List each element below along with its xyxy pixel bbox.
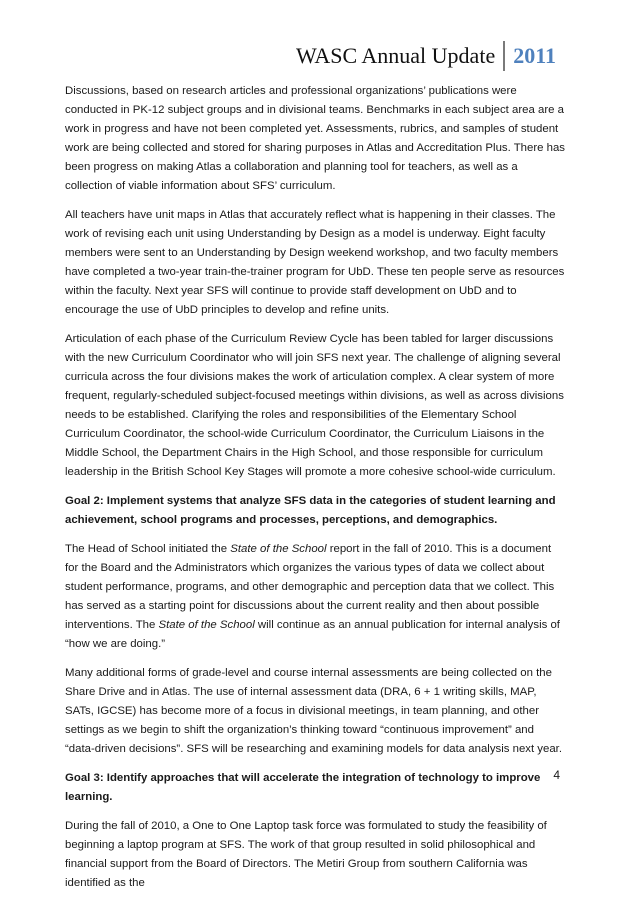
text-run: will continue as an annual publication for internal analysis of “how we are doing.”	[65, 619, 560, 650]
header-title: WASC Annual Update	[296, 41, 505, 71]
header-year: 2011	[513, 43, 556, 68]
paragraph: All teachers have unit maps in Atlas that accurately reflect what is happening in their classes. The work of revising each unit using Understanding by Design as a model is underway. Eight faculty members were sent to an Understanding by Design weekend workshop, and two faculty members have completed a two-year train-the-trainer program for UbD. These ten people serve as resources within the faculty. Next year SFS will continue to provide staff development on UbD and to encourage the use of UbD principles to develop and refine units.	[65, 209, 565, 316]
body-text	[65, 82, 565, 903]
paragraph	[65, 540, 565, 654]
page-header	[296, 36, 556, 76]
text-run: The Head of School initiated the	[65, 543, 231, 555]
paragraph: Discussions, based on research articles and professional organizations’ publications were conducted in PK-12 subject groups and in divisional teams. Benchmarks in each subject area are a work in progress and have not been completed yet. Assessments, rubrics, and samples of student work are being collected and stored for sharing purposes in Atlas and Accreditation Plus. There has been progress on making Atlas a collaboration and planning tool for teachers, as well as a collection of viable information about SFS’ curriculum.	[65, 85, 566, 192]
goal-2-heading: Goal 2: Implement systems that analyze SFS data in the categories of student learning and achievement, school programs and processes, perceptions, and demographics.	[65, 495, 556, 526]
report-title: State of the School	[158, 619, 255, 631]
page-number: 4	[553, 768, 560, 782]
paragraph: During the fall of 2010, a One to One Laptop task force was formulated to study the feasibility of beginning a laptop program at SFS. The work of that group resulted in solid philosophical and financial support from the Board of Directors. The Metiri Group from southern California was identified as the	[65, 820, 547, 889]
text-run: report in the fall of 2010. This is a document for the Board and the Administrators which organizes the various types of data we collect about student performance, programs, and other demographic and perception data that we collect. This has served as a starting point for discussions about the current reality and then about possible interventions. The	[65, 543, 555, 631]
paragraph: Many additional forms of grade-level and course internal assessments are being collected on the Share Drive and in Atlas. The use of internal assessment data (DRA, 6 + 1 writing skills, MAP, SATs, IGCSE) has become more of a focus in divisional meetings, in team planning, and other settings as we begin to shift the organization’s thinking toward “continuous improvement” and “data-driven decisions”. SFS will be researching and examining models for data analysis next year.	[65, 667, 563, 755]
goal-3-heading: Goal 3: Identify approaches that will accelerate the integration of technology to improve learning.	[65, 772, 541, 803]
paragraph: Articulation of each phase of the Curriculum Review Cycle has been tabled for larger discussions with the new Curriculum Coordinator who will join SFS next year. The challenge of aligning several curricula across the four divisions makes the work of articulation complex. A clear system of more frequent, regularly-scheduled subject-focused meetings within divisions, as well as across divisions needs to be established. Clarifying the roles and responsibilities of the Elementary School Curriculum Coordinator, the school-wide Curriculum Coordinator, the Curriculum Liaisons in the Middle School, the Department Chairs in the High School, and those responsible for curriculum leadership in the British School Key Stages will promote a more cohesive school-wide curriculum.	[65, 333, 564, 478]
report-title: State of the School	[230, 543, 327, 555]
